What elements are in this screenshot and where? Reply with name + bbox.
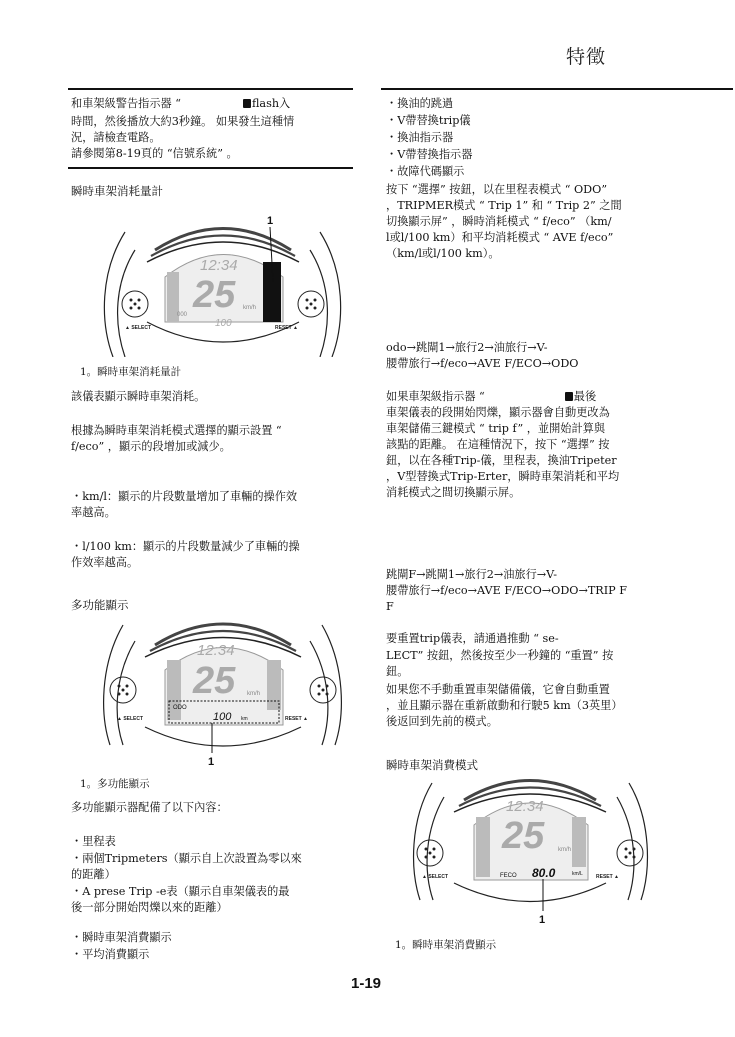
svg-text:km/h: km/h [558,847,572,853]
svg-text:12:34: 12:34 [506,798,544,815]
warning-paragraph-line3: 況，請檢查電路。 [71,131,161,144]
bullet-l100-line2: 作效率越高。 [71,556,139,569]
left-mid-rule [68,167,353,169]
section-heading-instant-consumption-mode: 瞬時車架消費模式 [386,758,478,772]
select-paragraph-line: 按下 “選擇” 按鈕，以在里程表模式 “ ODO” [386,183,608,196]
multifunction-item: ・平均消費顯示 [71,948,150,961]
warning-paragraph-line2: 時間，然後播放大約3秒鐘。 如果發生這種情 [71,115,295,128]
fuel-paragraph-line: 車架儲備三鍵模式 “ trip f” ，並開始計算與 [386,422,606,435]
fuel-pump-icon [243,99,251,108]
right-list-item: ・換油的跳過 [386,97,454,110]
instrument-panel-figure-2 [95,615,350,770]
sequence2-line: F [386,600,394,613]
select-paragraph-line: （km/l或l/100 km）。 [386,247,500,260]
svg-text:▲ SELECT: ▲ SELECT [125,325,152,331]
multifunction-item: ・瞬時車架消費顯示 [71,931,172,944]
left-top-rule [68,88,353,90]
instrument-panel-figure-3 [408,775,653,930]
svg-text:RESET ▲: RESET ▲ [285,716,309,722]
svg-text:RESET ▲: RESET ▲ [596,874,620,880]
right-list-item: ・V帶替換指示器 [386,148,473,161]
svg-text:▲ SELECT: ▲ SELECT [422,874,449,880]
svg-text:12:34: 12:34 [200,257,238,274]
svg-text:1: 1 [267,215,274,227]
multifunction-item: ・兩個Tripmeters（顯示自上次設置為零以來 [71,852,302,865]
consumption-description: 該儀表顯示瞬時車架消耗。 [71,390,206,403]
fuel-paragraph-line: ，V型替換式Trip-Erter，瞬時車架消耗和平均 [386,470,620,483]
page-number: 1-19 [351,975,382,992]
svg-text:ODO: ODO [173,705,187,711]
select-paragraph-line: l或l/100 km）和平均消耗模式 “ AVE f/eco” [386,231,614,244]
svg-text:80.0: 80.0 [532,866,556,880]
svg-text:000: 000 [177,312,188,318]
svg-text:12:34: 12:34 [197,642,235,659]
auto-reset-paragraph-line: 如果您不手動重置車架儲備儀，它會自動重置 [386,683,610,696]
figure-caption-1: 1。瞬時車架消耗量計 [80,366,182,378]
svg-text:km/L: km/L [572,871,583,877]
right-list-item: ・故障代碼顯示 [386,165,465,178]
fuel-paragraph-line: 消耗模式之間切換顯示屏。 [386,486,521,499]
right-list-item: ・換油指示器 [386,131,454,144]
fuel-paragraph-line: 車架儀表的段開始閃爍，顯示器會自動更改為 [386,406,610,419]
bullet-l100-line1: ・l/100 km：顯示的片段數量減少了車輛的操 [71,540,300,553]
figure-caption-2: 1。多功能顯示 [80,778,150,790]
svg-text:▲ SELECT: ▲ SELECT [117,716,144,722]
sequence2-line: 跳閘F→跳閘1→旅行2→油旅行→V- [386,568,558,581]
section-heading-multifunction: 多功能顯示 [71,598,129,612]
multifunction-item: ・A prese Trip -e表（顯示自車架儀表的最 [71,885,290,898]
svg-text:100: 100 [213,711,232,723]
reset-paragraph-line: 要重置trip儀表，請通過推動 “ se- [386,632,559,645]
svg-text:25: 25 [502,815,545,857]
figure-caption-3: 1。瞬時車架消費顯示 [395,939,497,951]
fuel-pump-icon [565,392,573,401]
select-paragraph-line: 切換顯示屏” ，瞬時消耗模式 “ f/eco” （km/ [386,215,612,228]
fuel-paragraph-line1: 如果車架級指示器 “ 最後 [386,390,597,403]
warning-paragraph-line4: 請參閱第8-19頁的 “信號系統” 。 [71,147,238,160]
section-heading-instant-consumption: 瞬時車架消耗量計 [71,184,163,198]
fuel-paragraph-line: 該點的距離。 在這種情況下，按下 “選擇” 按 [386,438,610,451]
svg-text:RESET ▲: RESET ▲ [275,325,299,331]
instrument-panel-figure-1 [95,212,350,357]
sequence1-line: 腰帶旅行→f/eco→AVE F/ECO→ODO [386,357,579,370]
svg-text:1: 1 [539,914,546,926]
fuel-paragraph-line: 鈕，以在各種Trip-儀，里程表，換油Tripeter [386,454,617,467]
svg-text:km/h: km/h [247,691,261,697]
reset-paragraph-line: LECT” 按鈕，然後按至少一秒鐘的 “重置” 按 [386,649,614,662]
svg-text:25: 25 [193,660,236,702]
svg-text:25: 25 [193,274,236,316]
page-header-title: 特徵 [566,46,607,68]
warning-paragraph-line1: 和車架級警告指示器 “ flash入 [71,97,291,110]
bullet-kml-line2: 率越高。 [71,506,116,519]
header-rule [381,88,733,90]
multifunction-item: 後一部分開始閃爍以來的距離） [71,901,228,914]
auto-reset-paragraph-line: ，並且顯示器在重新啟動和行駛5 km（3英里） [386,699,623,712]
svg-text:100: 100 [215,318,232,329]
svg-text:1: 1 [208,756,215,768]
svg-text:km: km [241,716,248,722]
sequence2-line: 腰帶旅行→f/eco→AVE F/ECO→ODO→TRIP F [386,584,627,597]
multifunction-item: 的距離） [71,868,116,881]
auto-reset-paragraph-line: 後返回到先前的模式。 [386,715,498,728]
reset-paragraph-line: 鈕。 [386,665,409,678]
right-list-item: ・V帶替換trip儀 [386,114,471,127]
svg-text:FECO: FECO [500,873,517,879]
display-setting-line2: f/eco” ，顯示的段增加或減少。 [71,440,231,453]
select-paragraph-line: ，TRIPMER模式 “ Trip 1” 和 “ Trip 2” 之間 [386,199,622,212]
multifunction-intro: 多功能顯示器配備了以下內容： [71,801,228,814]
display-setting-line1: 根據為瞬時車架消耗模式選擇的顯示設置 “ [71,424,282,437]
bullet-kml-line1: ・km/l：顯示的片段數量增加了車輛的操作效 [71,490,298,503]
svg-text:km/h: km/h [243,305,257,311]
sequence1-line: odo→跳閘1→旅行2→油旅行→V- [386,341,548,354]
multifunction-item: ・里程表 [71,835,116,848]
